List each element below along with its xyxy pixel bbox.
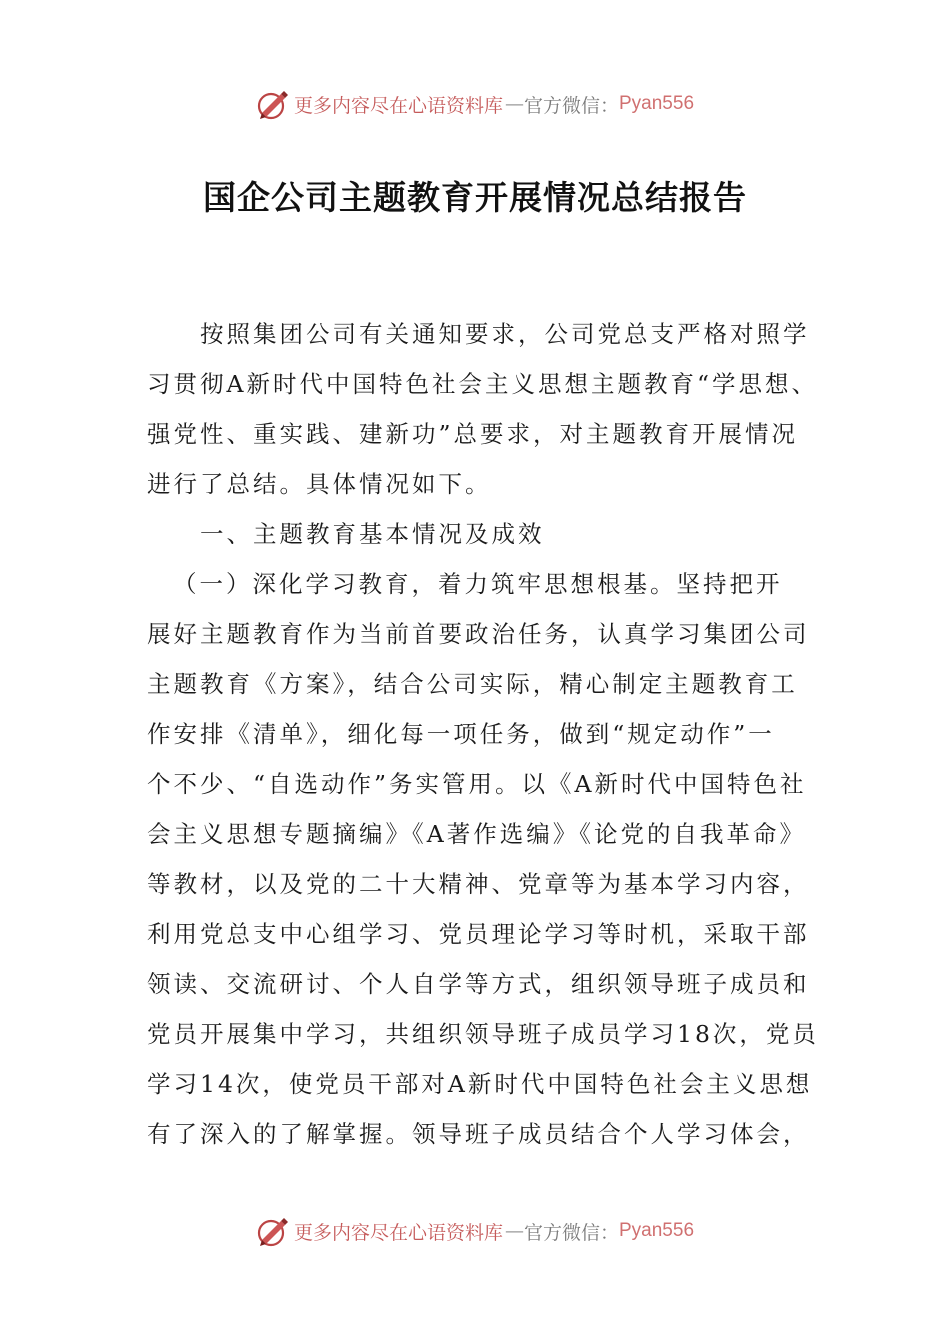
body-line: 一、主题教育基本情况及成效 [200,520,545,548]
body-line: 作安排《清单》，细化每一项任务，做到“规定动作”一 [147,720,775,748]
body-line: 等教材，以及党的二十大精神、党章等为基本学习内容， [147,870,810,898]
watermark-text: 更多内容尽在心语资料库 [293,94,503,117]
watermark-wechat-id: Pyan556 [619,93,695,114]
watermark-banner-top [0,84,950,124]
body-line: 利用党总支中心组学习、党员理论学习等时机，采取干部 [147,920,810,948]
body-line: 会主义思想专题摘编》《A著作选编》《论党的自我革命》 [147,820,806,848]
body-line: 展好主题教育作为当前首要政治任务，认真学习集团公司 [147,620,810,648]
body-line: 个不少、“自选动作”务实管用。以《A新时代中国特色社 [147,770,807,798]
document-title: 国企公司主题教育开展情况总结报告 [203,178,747,217]
watermark-wechat-id: Pyan556 [619,1220,695,1241]
pen-logo-icon [256,1214,290,1248]
body-line: 党员开展集中学习，共组织领导班子成员学习18次，党员 [147,1020,819,1048]
pen-logo-icon [256,87,290,121]
watermark-banner-bottom [0,1211,950,1251]
body-line: 有了深入的了解掌握。领导班子成员结合个人学习体会， [147,1120,810,1148]
body-line: 主题教育《方案》，结合公司实际，精心制定主题教育工 [147,670,798,698]
body-line: 习贯彻A新时代中国特色社会主义思想主题教育“学思想、 [147,370,818,398]
watermark-text: 更多内容尽在心语资料库 [293,1221,503,1244]
watermark-dash: — [504,93,524,115]
body-line: 按照集团公司有关通知要求，公司党总支严格对照学 [200,320,810,348]
body-line: 领读、交流研讨、个人自学等方式，组织领导班子成员和 [147,970,810,998]
watermark-dash: — [504,1220,524,1242]
body-line: 强党性、重实践、建新功”总要求，对主题教育开展情况 [147,420,799,448]
body-line: 进行了总结。具体情况如下。 [147,470,492,498]
watermark-wechat-label: 官方微信： [523,1221,619,1244]
watermark-wechat-label: 官方微信： [523,94,619,117]
body-line: （一）深化学习教育，着力筑牢思想根基。坚持把开 [173,570,783,598]
body-line: 学习14次，使党员干部对A新时代中国特色社会主义思想 [147,1070,813,1098]
